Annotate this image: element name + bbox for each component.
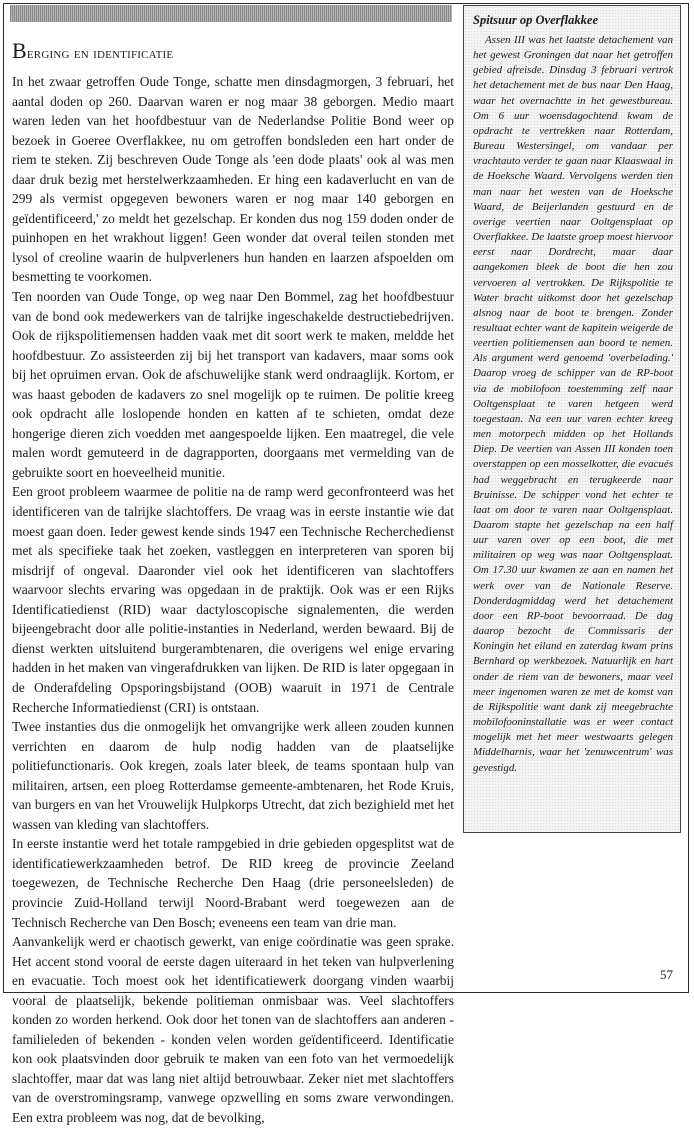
- paragraph: In eerste instantie werd het totale rampgebied in drie gebieden opgesplitst wat de identificatiewerkzaamheden betrof. De RID kreeg de provincie Zeeland toegewezen, de Technische Recherche Den Haag (drie personeelsleden) de provincie Zuid-Holland terwijl Noord-Brabant werd toegewezen aan de Technisch Recherche van Den Bosch; eveneens een team van drie man.: [12, 836, 454, 930]
- paragraph: Twee instanties dus die onmogelijk het omvangrijke werk alleen zouden kunnen verrichten en daarom de hulp nodig hadden van de plaatselijke politiefunctionaris. Ook kregen, zoals later bleek, de teams spontaan hulp van militairen, artsen, een ploeg Rotterdamse gemeente-ambtenaren, het Rode Kruis, van burgers en van het Vrouwelijk Hulpkorps Utrecht, dat zich bezighield met het wassen van kleding van slachtoffers.: [12, 719, 454, 832]
- main-column: [12, 72, 454, 1128]
- header-bar: [10, 5, 452, 22]
- sidebar-box: [463, 5, 681, 833]
- sidebar-title: Spitsuur op Overflakkee: [473, 13, 598, 27]
- paragraph: Aanvankelijk werd er chaotisch gewerkt, van enige coördinatie was geen sprake. Het accent stond vooral de eerste dagen uiteraard in het teken van hulpverlening en evacuatie. Toch moest ook het identificatiewerk doorgang vinden waarbij vooral de plaatselijk, bekende politieman onmisbaar was. Veel slachtoffers konden zo worden herkend. Ook door het tonen van de slachtoffers aan anderen - familieleden of bekenden - konden velen worden geïdentificeerd. Identificatie kon ook plaatsvinden door gebruik te maken van een foto van het vermoedelijk slachtoffer, maar dat was lang niet altijd betrouwbaar. Zeker niet met slachtoffers van de overstromingsramp, vanwege opzwelling en soms zware verwondingen. Een extra probleem was nog, dat de bevolking,: [12, 934, 454, 1125]
- section-heading: Berging en identificatie: [12, 38, 174, 63]
- sidebar-text: Assen III was het laatste detachement van het gewest Groningen dat naar het getroffen gebied afreisde. Dinsdag 3 februari vertrok het detachement met de bus naar Den Haag, waar het overnachtte in het gewestbureau. Om 6 uur woensdagochtend kwam de opdracht te vertrekken naar Rotterdam, Bureau Westersingel, om vandaar per vrachtauto verder te gaan naar Klaaswaal in de Hoeksche Waard. Vervolgens werden tien man naar het westen van de Hoeksche Waard, de Beijerlanden gestuurd en de overige veertien naar Ooltgensplaat op Overflakkee. De laatste groep moest hiervoor eerst naar Dordrecht, maar daar aangekomen bleek de boot die hen zou vervoeren al vertrokken. De Rijkspolitie te Water bracht uitkomst door het gezelschap alsnog naar de boot te brengen. Zonder resultaat echter want de kapitein weigerde de veertien politiemensen aan boord te nemen. Als argument werd genoemd 'overbelading.' Daarop vroeg de schipper van de RP-boot via de mobilofoon toestemming zelf naar Ooltgensplaat te varen hetgeen werd toegestaan. Na een uur varen echter kreeg men motorpech midden op het Hollands Diep. De veertien van Assen III konden toen overstappen op een mosselkotter, die evacués had weggebracht en terugkeerde naar Bruinisse. De schipper vond het echter te laat om door te varen naar Ooltgensplaat. Daarom stapte het gezelschap na een half uur varen over op een boot, die met militairen op weg was naar Ooltgensplaat. Om 17.30 uur kwamen ze aan en namen het werk over van de Nationale Reserve. Donderdagmiddag werd het detachement door een RP-boot bevoorraad. De dag daarop bezocht de Commissaris der Koningin het eiland en zaterdag kwam prins Bernhard op werkbezoek. Natuurlijk en hart onder de riem van de bewoners, maar veel meer ingenomen waren ze met de komst van de Rijkspolitie want dank zij meegebrachte mobilofooninstallatie was er weer contact mogelijk met het meer westwaarts gelegen Middelharnis, waar het 'zenuwcentrum' was gevestigd.: [473, 34, 673, 774]
- paragraph: In het zwaar getroffen Oude Tonge, schatte men dinsdagmorgen, 3 februari, het aantal doden op 260. Daarvan waren er nog maar 38 geborgen. Medio maart waren leden van het hoofdbestuur van de Nederlandse Politie Bond weer op bezoek in Goeree Overflakkee, nu om getroffen bondsleden een hart onder de riem te steken. Zij beschreven Oude Tonge als 'een dode plaats' ook al was men daar druk bezig met herstelwerkzaamheden. Er hing een kadaverlucht en van de 299 als vermist opgegeven bewoners waren er nog maar 140 geborgen en geïdentificeerd,' zo meldt het gezelschap. Er konden dus nog 159 doden onder de puinhopen en het wrakhout liggen! Geen wonder dat overal teilen stonden met lysol of creoline waarin de hulpverleners hun handen en laarzen afspoelden om besmetting te voorkomen.: [12, 74, 454, 285]
- paragraph: Ten noorden van Oude Tonge, op weg naar Den Bommel, zag het hoofdbestuur van de bond ook medewerkers van de talrijke ingeschakelde destructiebedrijven. Ook de rijkspolitiemensen hadden vaak met dit soort werk te maken, meldde het hoofdbestuur. Zo assisteerden zij bij het transport van kadavers, maar soms ook bij het opruimen ervan. Ook de afschuwelijke stank werd ondraaglijk. Kortom, er was haast geboden de kadavers zo snel mogelijk op te ruimen. De politie kreeg ook opdracht alle loslopende honden en katten af te schieten, omdat deze hongerige dieren zich voedden met aangespoelde lijken. Een maatregel, die vele malen wordt gemuteerd in de dagrapporten, doorgaans met vermelding van de gebruikte soort en hoeveelheid munitie.: [12, 289, 454, 480]
- page-number: 57: [660, 967, 673, 982]
- paragraph: Een groot probleem waarmee de politie na de ramp werd geconfronteerd was het identificeren van de talrijke slachtoffers. De vraag was in eerste instantie wie dat moest gaan doen. Ieder gewest kende sinds 1947 een Technische Recherchedienst met als specifieke taak het zoeken, vastleggen en interpreteren van sporen bij misdrijf of ongeval. Daaronder viel ook het identificeren van slachtoffers waarvoor slechts ervaring was opgedaan in de praktijk. Ook was er een Rijks Identificatiedienst (RID) waar dactyloscopische signalementen, die werden bijeengebracht door alle politie-instanties in Nederland, werden bewaard. Bij de dienst werkten uitsluitend burgerambtenaren, die overigens wel enige ervaring hadden in het maken van vingerafdrukken van lijken. De RID is later opgegaan in de Onderafdeling Opsporingsbijstand (OOB) waaruit in 1971 de Centrale Recherche Informatiedienst (CRI) is ontstaan.: [12, 484, 454, 715]
